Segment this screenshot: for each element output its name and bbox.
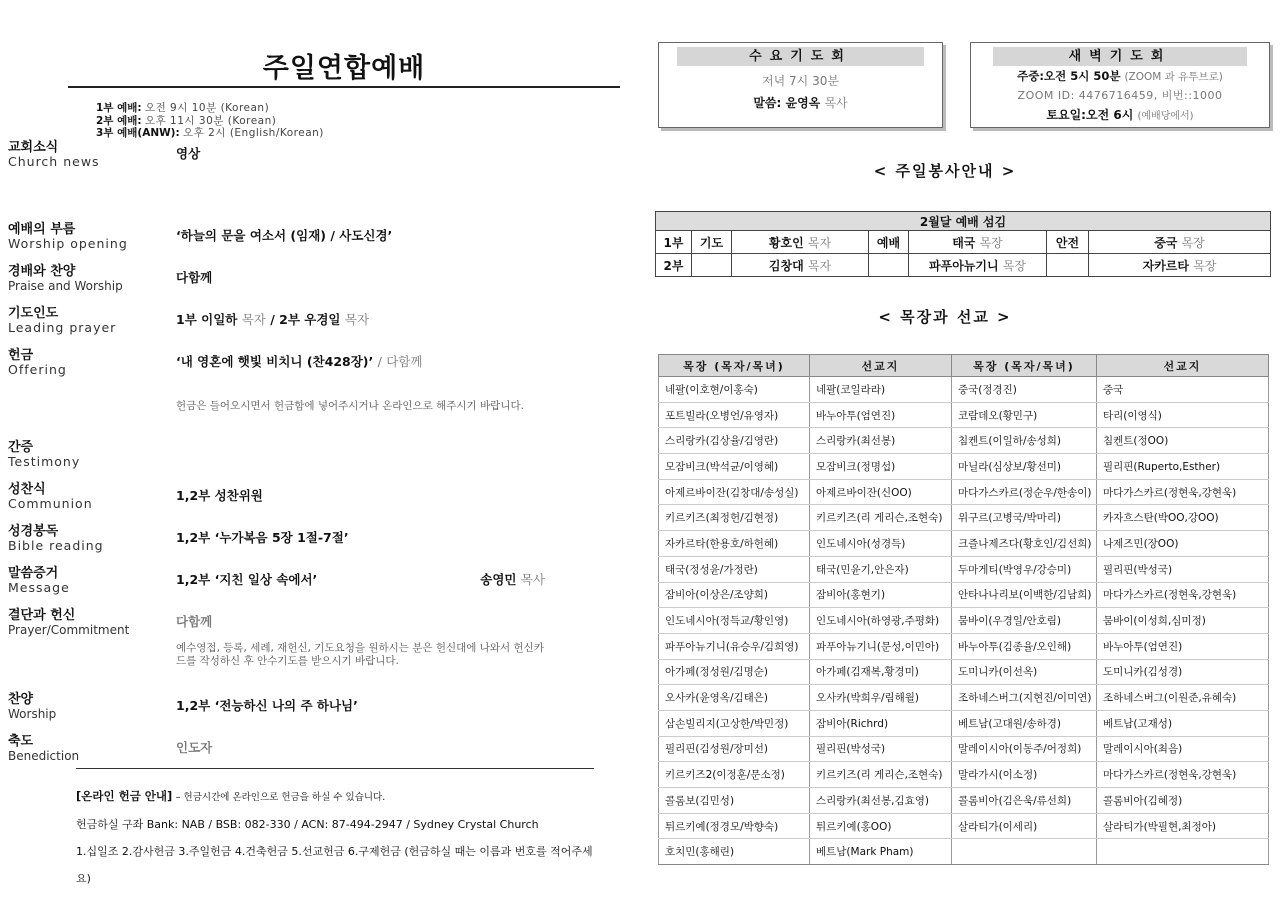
time-row: 2부 예배: 오후 11시 30분 (Korean) [96,114,277,127]
wednesday-prayer-box: 수요기도회 저녁 7시 30분 말씀: 윤영옥 목사 [658,42,943,128]
mission-field-cell: 바누아투(엄연진) [1097,633,1269,659]
mission-field-cell: 필리핀(박성국) [810,736,952,762]
item-benediction: 축도 Benediction 인도자 [8,734,213,763]
mokjang-cell: 인도네시아(정득교/황인영) [659,608,810,634]
mokjang-cell: 모잠비크(박석균/이영혜) [659,454,810,480]
page-title: 주일연합예배 [68,40,620,88]
table-row [659,762,1269,788]
mission-field-cell: 튀르키예(홍OO) [810,813,952,839]
table-row: 1부 기도 황호인 목자 예배 태국 목장 안전 중국 목장 [656,231,1271,254]
mission-field-cell: 필리핀(Ruperto,Esther) [1097,454,1269,480]
item-leading-prayer: 기도인도 Leading prayer 1부 이일하 목자 / 2부 우경일 목자 [8,306,370,335]
mission-field-cell: 키르키즈(리 게리슨,조현숙) [810,762,952,788]
table-row [659,839,1269,865]
mission-field-cell: 태국(민윤기,안은자) [810,556,952,582]
mission-table-body [659,377,1269,865]
table-row [659,402,1269,428]
mission-field-cell: 타리(이영식) [1097,402,1269,428]
mokjang-cell: 네팔(이호현/이홍숙) [659,377,810,403]
mission-field-cell: 카자흐스탄(박OO,강OO) [1097,505,1269,531]
mission-field-cell: 중국 [1097,377,1269,403]
table-row [659,428,1269,454]
table-row [659,813,1269,839]
mokjang-cell: 콜롬보(김민성) [659,788,810,814]
mokjang-cell: 잠비아(이상은/조양희) [659,582,810,608]
table-row [659,505,1269,531]
mission-field-cell: 나제즈민(장OO) [1097,531,1269,557]
mission-field-cell: 콜롬비아(김혜정) [1097,788,1269,814]
mokjang-cell: 스리랑카(김상율/김영란) [659,428,810,454]
offering-types: 1.십일조 2.감사헌금 3.주일헌금 4.건축헌금 5.선교헌금 6.구제헌금 (헌금하실 때는 이름과 번호를 적어주세요) [76,845,593,885]
mission-field-cell: 잠비아(홍현기) [810,582,952,608]
bank-account: 헌금하실 구좌 Bank: NAB / BSB: 082-330 / ACN: 87-494-2947 / Sydney Crystal Church [76,818,539,831]
mokjang-cell: 살라티가(이세리) [952,813,1097,839]
item-communion: 성찬식 Communion 1,2부 성찬위원 [8,482,263,511]
item-message: 말씀증거 Message 1,2부 ‘지친 일상 속에서’ 송영민 목사 [8,566,545,595]
item-offering: 헌금 Offering ‘내 영혼에 햇빛 비치니 (찬428장)’ / 다함께 헌금은 들어오시면서 헌금함에 넣어주시거나 온라인으로 해주시기 바랍니다. [8,344,553,377]
mokjang-cell: 조하네스버그(지현진/이미연) [952,685,1097,711]
mission-field-cell: 마다가스카르(정현욱,강현욱) [1097,762,1269,788]
dawn-prayer-box: 새벽기도회 주중:오전 5시 50분 (ZOOM 과 유투브로) ZOOM ID: 4476716459, 비번::1000 토요일:오전 6시 (예배당에서) [970,42,1270,128]
table-row [659,479,1269,505]
mokjang-cell: 호치민(홍해린) [659,839,810,865]
table-row [659,659,1269,685]
table-row [659,736,1269,762]
mission-field-cell: 조하네스버그(이원준,유혜숙) [1097,685,1269,711]
mokjang-cell: 삼손빌리지(고상한/박민정) [659,710,810,736]
service-table-header: 2월달 예배 섬김 [656,212,1271,231]
time-row: 1부 예배: 오전 9시 10분 (Korean) [96,102,270,114]
mokjang-cell: 자카르타(한용호/하헌혜) [659,531,810,557]
mission-field-cell: 잠비아(Richrd) [810,710,952,736]
mission-field-cell: 아가페(김재복,황경미) [810,659,952,685]
mission-field-cell: 도미니카(김성경) [1097,659,1269,685]
mokjang-cell: 위구르(고병국/박마리) [952,505,1097,531]
table-row [659,531,1269,557]
mokjang-cell: 뭄바이(우경일/안호림) [952,608,1097,634]
mokjang-cell: 말라가시(이소정) [952,762,1097,788]
mission-field-cell: 말레이시아(최음) [1097,736,1269,762]
mission-field-cell: 살라티가(박필현,최정아) [1097,813,1269,839]
mokjang-cell: 말레이시아(이동주/어정희) [952,736,1097,762]
mokjang-cell: 두마게티(박영우/강승미) [952,556,1097,582]
mission-field-cell: 네팔(코일라라) [810,377,952,403]
mokjang-cell: 마다가스카르(정순우/한송이) [952,479,1097,505]
mission-field-cell: 바누아투(엄연진) [810,402,952,428]
wednesday-prayer-title: 수요기도회 [677,47,924,66]
mission-field-cell: 뭄바이(이성희,심미정) [1097,608,1269,634]
mokjang-cell: 아가페(정성원/김명순) [659,659,810,685]
mokjang-cell: 오사카(윤영옥/김태은) [659,685,810,711]
mission-field-cell: 필리핀(박성국) [1097,556,1269,582]
table-row [659,788,1269,814]
mokjang-cell [952,839,1097,865]
item-worship-opening: 예배의 부름 Worship opening ‘하늘의 문을 여소서 (임재) / 사도신경’ [8,222,393,251]
table-row [659,582,1269,608]
mokjang-cell: 파푸아뉴기니(유승우/김희영) [659,633,810,659]
mokjang-cell: 중국(정경진) [952,377,1097,403]
mission-field-cell: 스리랑카(최선봉) [810,428,952,454]
mokjang-cell: 필리핀(김성원/장미선) [659,736,810,762]
table-row: 2부 김창대 목자 파푸아뉴기니 목장 자카르타 목장 [656,254,1271,277]
item-praise: 경배와 찬양 Praise and Worship 다함께 [8,264,213,293]
dawn-prayer-title: 새벽기도회 [993,47,1247,66]
time-row: 3부 예배(ANW): 오후 2시 (English/Korean) [96,127,324,139]
mission-field-cell: 베트남(Mark Pham) [810,839,952,865]
item-worship-song: 찬양 Worship 1,2부 ‘전능하신 나의 주 하나님’ [8,692,358,721]
item-bible-reading: 성경봉독 Bible reading 1,2부 ‘누가복음 5장 1절-7절’ [8,524,349,553]
mission-field-cell [1097,839,1269,865]
table-row [659,633,1269,659]
mission-field-cell: 베트남(고재성) [1097,710,1269,736]
mokjang-cell: 바누아투(김종율/오인해) [952,633,1097,659]
mission-section-title: < 목장과 선교 > [878,308,1012,326]
mokjang-cell: 키르키즈(최정헌/김현정) [659,505,810,531]
mokjang-cell: 안타나나리보(이백한/김남희) [952,582,1097,608]
online-offering-info: [온라인 헌금 안내] – 헌금시간에 온라인으로 헌금을 하실 수 있습니다. 헌금하실 구좌 Bank: NAB / BSB: 082-330 / ACN: 87-494-2947 / Sydney Crystal Church 1.십일조 2.감사헌금 3.주일헌금 4.건축헌금 5.선교헌금 6.구제헌금 (헌금하실 때는 이름과 번호를 적어주세요) [76,768,594,892]
item-testimony: 간증 Testimony [8,440,81,469]
item-commitment: 결단과 헌신 Prayer/Commitment 다함께 예수영접, 등록, 세례, 재헌신, 기도요청을 원하시는 분은 헌신대에 나와서 헌신카드를 작성하신 후 안수기도를 받으시기 바랍니다. [8,604,553,637]
mission-field-cell: 파푸아뉴기니(문성,이민아) [810,633,952,659]
mission-field-cell: 마다가스카르(정현욱,강현욱) [1097,582,1269,608]
mokjang-cell: 포트빌라(오병언/유영자) [659,402,810,428]
commitment-note: 예수영접, 등록, 세례, 재헌신, 기도요청을 원하시는 분은 헌신대에 나와서 헌신카드를 작성하신 후 안수기도를 받으시기 바랍니다. [176,642,544,667]
mission-field-cell: 아제르바이잔(신OO) [810,479,952,505]
table-row [659,454,1269,480]
mokjang-cell: 침켄트(이일하/송성희) [952,428,1097,454]
mission-field-cell: 오사카(박희우/림해월) [810,685,952,711]
table-row [659,377,1269,403]
mission-field-cell: 스리랑카(최선봉,김효영) [810,788,952,814]
mokjang-cell: 도미니카(이선옥) [952,659,1097,685]
order-of-service [68,40,620,140]
table-row [659,556,1269,582]
mokjang-cell: 아제르바이잔(김창대/송성실) [659,479,810,505]
offering-note: 헌금은 들어오시면서 헌금함에 넣어주시거나 온라인으로 해주시기 바랍니다. [176,400,524,412]
mokjang-cell: 크즐나제즈다(황호인/김선희) [952,531,1097,557]
mokjang-cell: 태국(정성윤/가정란) [659,556,810,582]
table-row [659,608,1269,634]
service-times [96,102,620,140]
mission-field-cell: 모잠비크(정명섭) [810,454,952,480]
mission-table [658,354,1269,865]
table-row [659,685,1269,711]
table-row [659,710,1269,736]
mission-field-cell: 침켄트(정OO) [1097,428,1269,454]
mission-table-header-row: 목장 (목자/목녀) 선교지 목장 (목자/목녀) 선교지 [659,355,1269,377]
mission-field-cell: 인도네시아(하영광,주평화) [810,608,952,634]
item-church-news: 교회소식 Church news 영상 [8,140,201,169]
mission-field-cell: 마다가스카르(정현욱,강현욱) [1097,479,1269,505]
service-section-title: < 주일봉사안내 > [873,162,1017,180]
service-table [655,211,1271,277]
message-speaker: 송영민 목사 [480,572,545,587]
mokjang-cell: 콜롬비아(김은욱/류선희) [952,788,1097,814]
mokjang-cell: 키르키즈2(이정훈/문소정) [659,762,810,788]
mission-field-cell: 인도네시아(성경득) [810,531,952,557]
mokjang-cell: 튀르키예(정경모/박향숙) [659,813,810,839]
mokjang-cell: 코람데오(황민구) [952,402,1097,428]
mokjang-cell: 마닐라(심상보/황선미) [952,454,1097,480]
mission-field-cell: 키르키즈(리 게리슨,조현숙) [810,505,952,531]
mokjang-cell: 베트남(고대원/송하경) [952,710,1097,736]
